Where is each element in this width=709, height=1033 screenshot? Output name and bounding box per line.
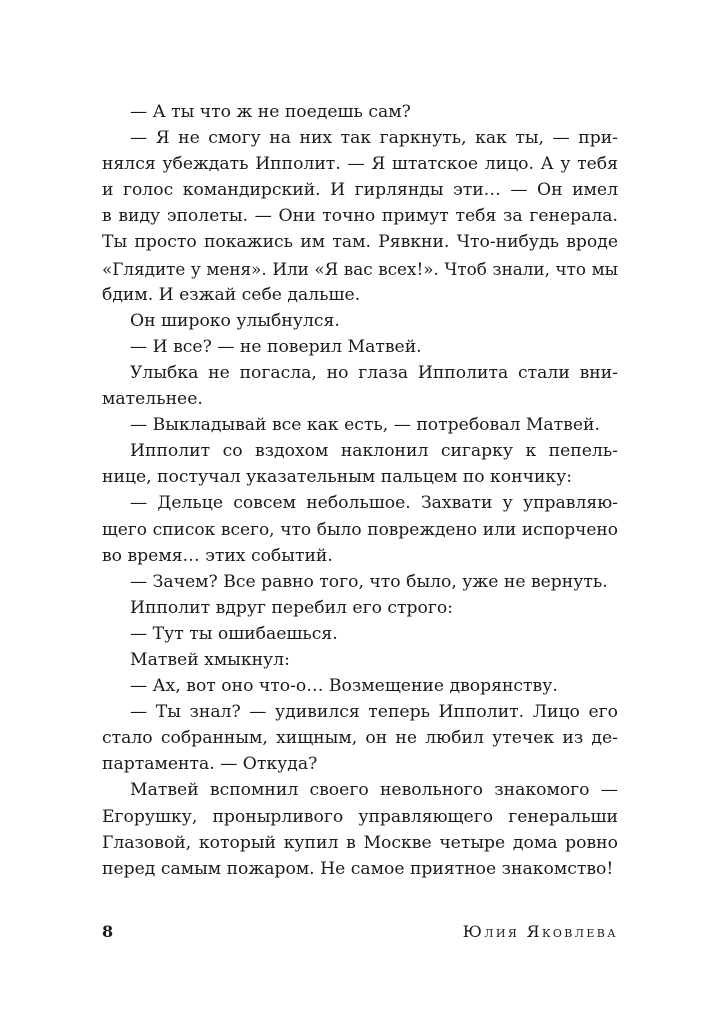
text-line: Ты просто покажись им там. Рявкни. Что-нибудь вроде: [102, 232, 618, 253]
text-line: Он широко улыбнулся.: [130, 310, 340, 331]
body-text: [102, 99, 618, 882]
text-line: Ипполит со вздохом наклонил сигарку к пепель-: [130, 441, 618, 462]
text-line: — Ах, вот оно что-о… Возмещение дворянству.: [130, 676, 558, 697]
text-line: Глазовой, который купил в Москве четыре дома ровно: [102, 832, 618, 853]
text-line: в виду эполеты. — Они точно примут тебя за генерала.: [102, 206, 618, 227]
text-line: — Ты знал? — удивился теперь Ипполит. Лицо его: [130, 702, 618, 723]
text-line: — Зачем? Все равно того, что было, уже не вернуть.: [130, 571, 608, 592]
running-head-author: Юлия Яковлева: [462, 922, 618, 941]
text-line: «Глядите у меня». Или «Я вас всех!». Чтоб знали, что мы: [102, 258, 618, 279]
text-line: партамента. — Откуда?: [102, 754, 318, 775]
text-line: перед самым пожаром. Не самое приятное знакомство!: [102, 858, 614, 879]
text-line: — И все? — не поверил Матвей.: [130, 336, 422, 357]
text-line: Улыбка не погасла, но глаза Ипполита стали вни-: [130, 362, 618, 383]
text-line: Матвей вспомнил своего невольного знакомого —: [130, 780, 618, 801]
text-line: — А ты что ж не поедешь сам?: [130, 102, 411, 122]
text-line: Ипполит вдруг перебил его строго:: [130, 597, 454, 618]
text-line: во время… этих событий.: [102, 545, 333, 566]
text-line: щего список всего, что было повреждено или испорчено: [102, 519, 618, 540]
text-line: нялся убеждать Ипполит. — Я штатское лицо. А у тебя: [102, 154, 618, 175]
text-line: мательнее.: [102, 389, 203, 410]
text-line: — Выкладывай все как есть, — потребовал Матвей.: [130, 415, 600, 436]
text-line: бдим. И езжай себе дальше.: [102, 284, 361, 305]
page-number: 8: [102, 922, 114, 941]
text-line: и голос командирский. И гирлянды эти… — Он имел: [102, 180, 618, 201]
text-line: нице, постучал указательным пальцем по кончику:: [102, 467, 573, 488]
text-line: — Я не смогу на них так гаркнуть, как ты, — при-: [130, 128, 618, 149]
text-line: стало собранным, хищным, он не любил утечек из де-: [102, 728, 618, 749]
text-line: Матвей хмыкнул:: [130, 649, 290, 670]
text-line: Егорушку, пронырливого управляющего генеральши: [102, 806, 618, 827]
text-line: — Тут ты ошибаешься.: [130, 623, 338, 644]
text-line: — Дельце совсем небольшое. Захвати у управляю-: [130, 493, 618, 514]
